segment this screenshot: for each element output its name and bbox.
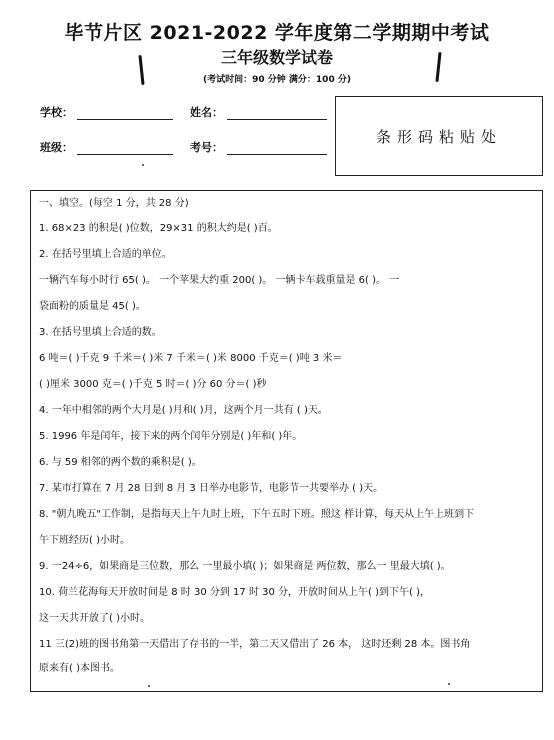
question-line: 3. 在括号里填上合适的数。 <box>39 327 162 338</box>
question-line: 原来有( )本图书。 <box>39 663 120 674</box>
barcode-area: 条形码粘贴处 <box>335 96 543 176</box>
school-label: 学校： <box>40 106 73 119</box>
question-line: 袋面粉的质量是 45( )。 <box>39 301 146 312</box>
class-field[interactable] <box>40 139 173 155</box>
question-line: 4. 一年中相邻的两个大月是( )月和( )月，这两个月一共有 ( )天。 <box>39 405 328 416</box>
exam-number-field[interactable] <box>190 139 327 155</box>
speck <box>142 164 144 166</box>
class-label: 班级： <box>40 141 73 154</box>
question-line: 11 三(2)班的图书角第一天借出了存书的一半，第二天又借出了 26 本， 这时还剩 28 本。图书角 <box>39 639 471 650</box>
section-title: 一、填空。(每空 1 分，共 28 分) <box>39 198 189 209</box>
name-blank[interactable] <box>227 107 327 120</box>
question-line: 这一天共开放了( )小时。 <box>39 613 150 624</box>
question-line: 1. 68×23 的积是( )位数，29×31 的积大约是( )百。 <box>39 223 278 234</box>
school-field[interactable] <box>40 104 173 120</box>
question-line: 7. 某市打算在 7 月 28 日到 8 月 3 日举办电影节，电影节一共要举办 ( )天。 <box>39 483 384 494</box>
question-line: 10. 荷兰花海每天开放时间是 8 时 30 分到 17 时 30 分，开放时间从上午( )到下午( )， <box>39 587 431 598</box>
exam-time-score: (考试时间：90 分钟 满分：100 分) <box>203 75 351 85</box>
question-line: 午下班经历( )小时。 <box>39 535 130 546</box>
exam-number-label: 考号： <box>190 141 223 154</box>
question-line: 9. 一24÷6，如果商是三位数，那么 一里最小填( )；如果商是 两位数，那么一 里最大填( )。 <box>39 561 451 572</box>
question-line: 6 吨＝( )千克 9 千米＝( )米 7 千米＝( )米 8000 千克＝( )吨 3 米＝ <box>39 353 343 364</box>
exam-subtitle: 三年级数学试卷 <box>220 48 333 67</box>
class-blank[interactable] <box>77 142 173 155</box>
question-line: 5. 1996 年是闰年，接下来的两个闰年分别是( )年和( )年。 <box>39 431 303 442</box>
question-line: 一辆汽车每小时行 65( )。 一个苹果大约重 200( )。 一辆卡车载重量是 6( )。 一 <box>39 275 400 286</box>
question-line: 8. "朝九晚五"工作制，是指每天上午九时上班，下午五时下班。照这 样计算，每天从上午上班到下 <box>39 509 475 520</box>
school-blank[interactable] <box>77 107 173 120</box>
question-line: 2. 在括号里填上合适的单位。 <box>39 249 172 260</box>
exam-title: 毕节片区 2021-2022 学年度第二学期期中考试 <box>64 22 490 44</box>
question-line: 6. 与 59 相邻的两个数的乘积是( )。 <box>39 457 202 468</box>
name-label: 姓名： <box>190 106 223 119</box>
question-line: ( )厘米 3000 克＝( )千克 5 时＝( )分 60 分＝( )秒 <box>39 379 267 390</box>
exam-number-blank[interactable] <box>227 142 327 155</box>
name-field[interactable] <box>190 104 327 120</box>
